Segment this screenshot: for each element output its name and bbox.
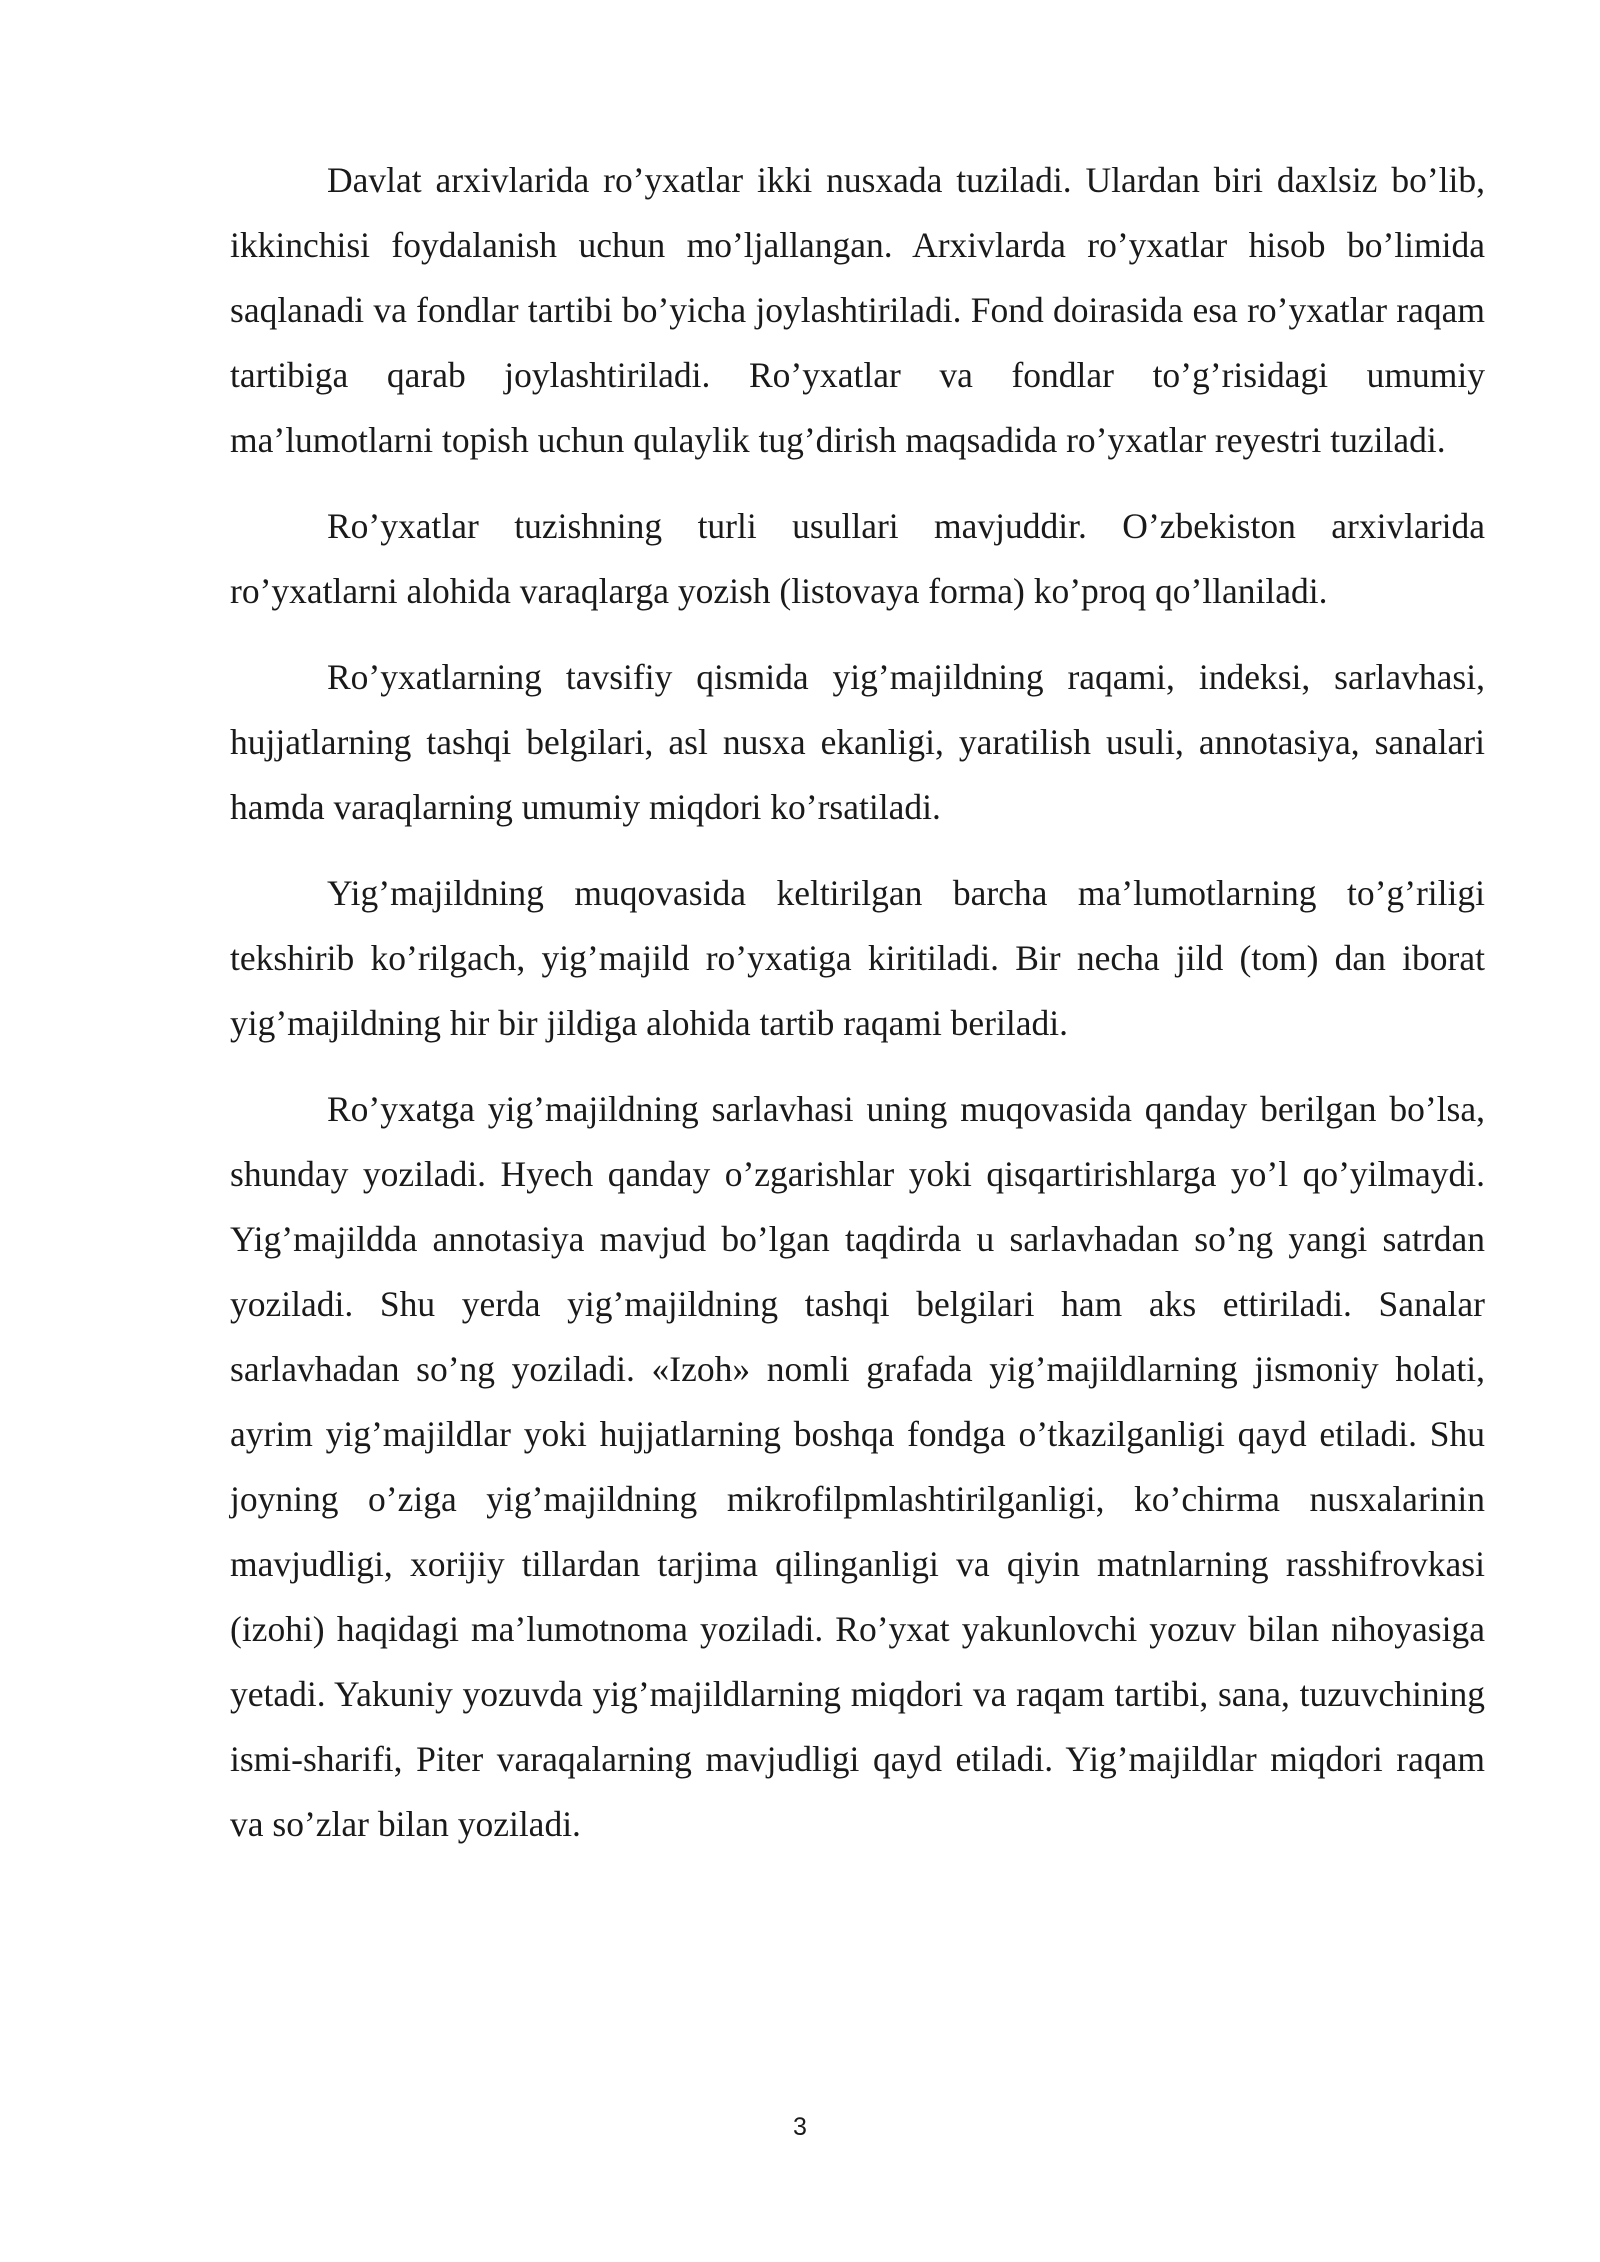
body-text xyxy=(230,148,1485,1878)
paragraph-5: Ro’yxatga yig’majildning sarlavhasi uning muqovasida qanday berilgan bo’lsa, shunday yoziladi. Hyech qanday o’zgarishlar yoki qisqartirishlarga yo’l qo’yilmaydi. Yig’majildda annotasiya mavjud bo’lgan taqdirda u sarlavhadan so’ng yangi satrdan yoziladi. Shu yerda yig’majildning tashqi belgilari ham aks ettiriladi. Sanalar sarlavhadan so’ng yoziladi. «Izoh» nomli grafada yig’majildlarning jismoniy holati, ayrim yig’majildlar yoki hujjatlarning boshqa fondga o’tkazilganligi qayd etiladi. Shu joyning o’ziga yig’majildning mikrofilpmlashtirilganligi, ko’chirma nusxalarinin mavjudligi, xorijiy tillardan tarjima qilinganligi va qiyin matnlarning rasshifrovkasi (izohi) haqidagi ma’lumotnoma yoziladi. Ro’yxat yakunlovchi yozuv bilan nihoyasiga yetadi. Yakuniy yozuvda yig’majildlarning miqdori va raqam tartibi, sana, tuzuvchining ismi-sharifi, Piter varaqalarning mavjudligi qayd etiladi. Yig’majildlar miqdori raqam va so’zlar bilan yoziladi. xyxy=(230,1089,1485,1844)
page-number: 3 xyxy=(793,2113,807,2141)
paragraph-3: Ro’yxatlarning tavsifiy qismida yig’majildning raqami, indeksi, sarlavhasi, hujjatlarning tashqi belgilari, asl nusxa ekanligi, yaratilish usuli, annotasiya, sanalari hamda varaqlarning umumiy miqdori ko’rsatiladi. xyxy=(230,657,1485,827)
paragraph-2: Ro’yxatlar tuzishning turli usullari mavjuddir. O’zbekiston arxivlarida ro’yxatlarni alohida varaqlarga yozish (listovaya forma) ko’proq qo’llaniladi. xyxy=(230,506,1485,611)
paragraph-4: Yig’majildning muqovasida keltirilgan barcha ma’lumotlarning to’g’riligi tekshirib ko’rilgach, yig’majild ro’yxatiga kiritiladi. Bir necha jild (tom) dan iborat yig’majildning hir bir jildiga alohida tartib raqami beriladi. xyxy=(230,873,1485,1043)
paragraph-1: Davlat arxivlarida ro’yxatlar ikki nusxada tuziladi. Ulardan biri daxlsiz bo’lib, ikkinchisi foydalanish uchun mo’ljallangan. Arxivlarda ro’yxatlar hisob bo’limida saqlanadi va fondlar tartibi bo’yicha joylashtiriladi. Fond doirasida esa ro’yxatlar raqam tartibiga qarab joylashtiriladi. Ro’yxatlar va fondlar to’g’risidagi umumiy ma’lumotlarni topish uchun qulaylik tug’dirish maqsadida ro’yxatlar reyestri tuziladi. xyxy=(230,160,1485,460)
